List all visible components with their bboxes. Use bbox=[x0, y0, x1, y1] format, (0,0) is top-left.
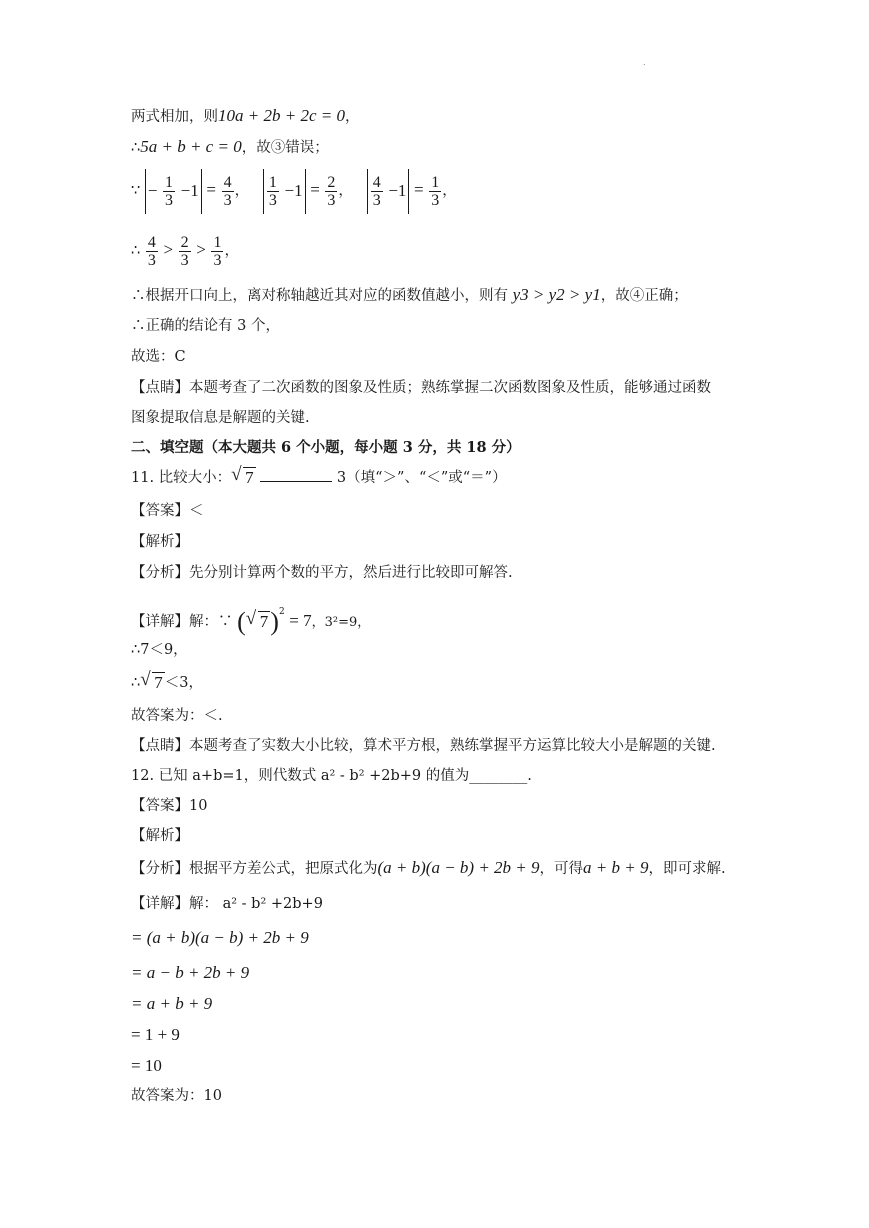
text: 【分析】根据平方差公式，把原式化为 bbox=[131, 861, 378, 877]
abs-expr-1 bbox=[145, 169, 202, 214]
punct: ， bbox=[234, 183, 250, 199]
denominator: 3 bbox=[327, 191, 336, 209]
fraction bbox=[163, 174, 175, 209]
because-symbol: ∵ bbox=[131, 183, 141, 199]
line-choice: 故选：C bbox=[131, 349, 186, 365]
numerator: 2 bbox=[327, 173, 336, 191]
line-sum bbox=[131, 106, 359, 127]
punct: ， bbox=[344, 109, 360, 125]
text: ，3²=9， bbox=[311, 615, 371, 630]
q12-final: 故答案为：10 bbox=[131, 1088, 222, 1104]
equals: = bbox=[414, 180, 424, 199]
exponent: 2 bbox=[278, 607, 285, 617]
numerator: 1 bbox=[165, 174, 174, 191]
minus-one: −1 bbox=[180, 180, 199, 200]
paren-right: ) bbox=[270, 607, 279, 636]
fraction bbox=[222, 174, 234, 209]
numerator: 2 bbox=[180, 233, 189, 251]
math: = 7 bbox=[289, 611, 312, 630]
q12-step-1: = (a + b)(a − b) + 2b + 9 bbox=[131, 928, 309, 947]
punct: ， bbox=[442, 183, 457, 199]
q11-step-1: ∴7＜9， bbox=[131, 642, 188, 658]
fraction bbox=[146, 234, 158, 269]
greater-than: > bbox=[163, 240, 174, 259]
text: 两式相加，则 bbox=[131, 109, 218, 125]
minus: − bbox=[147, 180, 158, 200]
radicand: 7 bbox=[245, 468, 254, 487]
fraction bbox=[211, 234, 223, 269]
q12-jiexi: 【解析】 bbox=[131, 828, 189, 844]
paren-left: ( bbox=[237, 607, 246, 636]
q12-answer: 【答案】10 bbox=[131, 798, 208, 814]
q11-final: 故答案为：＜. bbox=[131, 708, 223, 724]
math: 10a + 2b + 2c = 0 bbox=[218, 106, 345, 125]
q11-step-2 bbox=[131, 669, 203, 693]
therefore-symbol: ∴ bbox=[131, 675, 141, 691]
q11-detail bbox=[131, 595, 371, 636]
line-conclusion-3 bbox=[131, 137, 329, 158]
line-comment-1: 【点睛】本题考查了二次函数的图象及性质；熟练掌握二次函数图象及性质，能够通过函数 bbox=[131, 380, 711, 396]
line-abs-values bbox=[131, 168, 457, 212]
line-comment-2: 图象提取信息是解题的关键. bbox=[131, 410, 310, 426]
radicand: 7 bbox=[154, 673, 163, 692]
numerator: 4 bbox=[147, 233, 156, 251]
question-12: 12. 已知 a+b=1，则代数式 a² - b² +2b+9 的值为________. bbox=[131, 768, 532, 784]
abs-expr-2 bbox=[263, 169, 306, 214]
numerator: 1 bbox=[431, 173, 440, 191]
therefore-symbol: ∴ bbox=[131, 243, 141, 259]
text: ，故③错误； bbox=[241, 140, 329, 156]
fraction bbox=[325, 174, 337, 209]
q12-step-5: = 10 bbox=[131, 1056, 162, 1075]
section-heading: 二、填空题（本大题共 6 个小题，每小题 3 分，共 18 分） bbox=[131, 439, 521, 456]
question-11 bbox=[131, 464, 507, 488]
equals: = bbox=[206, 180, 216, 199]
text: ，可得 bbox=[539, 861, 584, 877]
denominator: 3 bbox=[372, 192, 381, 209]
math: y3 > y2 > y1 bbox=[512, 285, 601, 304]
denominator: 3 bbox=[268, 192, 277, 209]
denominator: 3 bbox=[431, 191, 440, 209]
fraction bbox=[267, 174, 279, 209]
text: ＜3， bbox=[164, 675, 203, 691]
line-correct-count: ∴正确的结论有 3 个， bbox=[131, 318, 280, 334]
denominator: 3 bbox=[147, 251, 156, 269]
q11-jiexi: 【解析】 bbox=[131, 534, 189, 550]
q12-step-4: = 1 + 9 bbox=[131, 1025, 180, 1044]
punct: ， bbox=[338, 183, 353, 199]
text: ，故④正确； bbox=[600, 288, 688, 304]
fraction bbox=[371, 174, 383, 209]
line-compare-fractions bbox=[131, 228, 239, 272]
greater-than: > bbox=[196, 240, 206, 259]
math: (a + b)(a − b) + 2b + 9 bbox=[377, 858, 540, 877]
sqrt-7: √ 7 bbox=[245, 608, 269, 631]
denominator: 3 bbox=[180, 251, 189, 269]
denominator: 3 bbox=[165, 192, 174, 209]
therefore-symbol: ∴ bbox=[131, 140, 141, 156]
q11-analysis: 【分析】先分别计算两个数的平方，然后进行比较即可解答. bbox=[131, 565, 513, 581]
text: 【详解】解：∵ bbox=[131, 614, 233, 630]
math: a + b + 9 bbox=[583, 858, 649, 877]
equals: = bbox=[310, 180, 320, 199]
q12-step-3: = a + b + 9 bbox=[131, 994, 213, 1013]
sqrt-7: √ 7 bbox=[231, 464, 254, 487]
text: ，即可求解. bbox=[648, 861, 726, 877]
text: 3（填“＞”、“＜”或“＝”） bbox=[336, 470, 507, 486]
text: ∴根据开口向上，离对称轴越近其对应的函数值越小，则有 bbox=[131, 288, 508, 304]
denominator: 3 bbox=[213, 251, 222, 269]
q11-comment: 【点睛】本题考查了实数大小比较，算术平方根，熟练掌握平方运算比较大小是解题的关键. bbox=[131, 738, 716, 754]
numerator: 1 bbox=[268, 174, 277, 191]
fraction bbox=[429, 174, 441, 209]
text: 11. 比较大小： bbox=[131, 470, 232, 486]
punct: ， bbox=[224, 243, 239, 259]
sqrt-7: √ 7 bbox=[140, 669, 163, 692]
answer-blank bbox=[260, 481, 332, 482]
numerator: 1 bbox=[213, 233, 222, 251]
q12-step-2: = a − b + 2b + 9 bbox=[131, 963, 250, 982]
numerator: 4 bbox=[372, 174, 381, 191]
fraction bbox=[179, 234, 191, 269]
q11-answer: 【答案】＜ bbox=[131, 503, 204, 519]
radicand: 7 bbox=[259, 612, 269, 631]
q12-detail: 【详解】解： a² - b² +2b+9 bbox=[131, 896, 323, 912]
q12-analysis bbox=[131, 858, 726, 879]
denominator: 3 bbox=[223, 191, 232, 209]
abs-expr-3 bbox=[367, 169, 410, 214]
math: 5a + b + c = 0 bbox=[140, 137, 242, 156]
header-dot: . bbox=[643, 58, 646, 67]
minus-one: −1 bbox=[284, 180, 303, 200]
numerator: 4 bbox=[223, 173, 232, 191]
minus-one: −1 bbox=[388, 180, 407, 200]
line-conclusion-4 bbox=[131, 285, 688, 306]
